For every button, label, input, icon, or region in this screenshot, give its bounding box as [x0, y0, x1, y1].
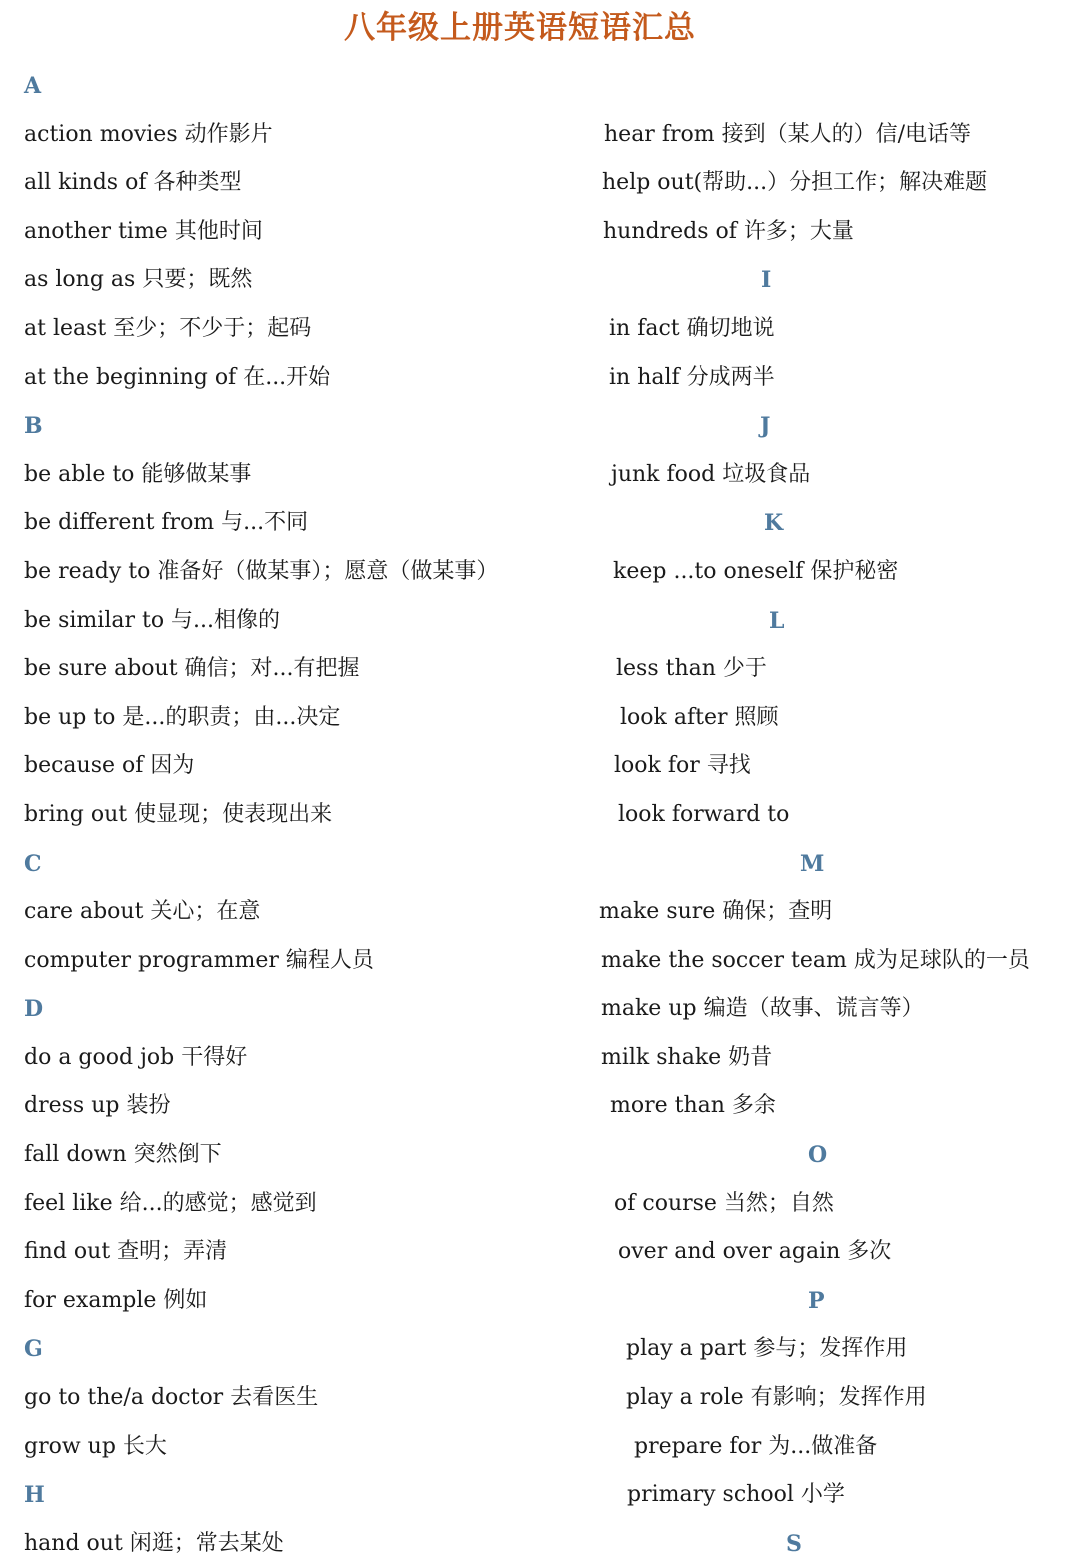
- phrase-item: be ready to 准备好（做某事）；愿意（做某事）: [24, 558, 499, 584]
- phrase-item: in half 分成两半: [609, 364, 775, 390]
- section-letter: S: [786, 1530, 802, 1557]
- phrase-item: at least 至少；不少于；起码: [24, 315, 312, 341]
- phrase-item: make the soccer team 成为足球队的一员: [601, 947, 1030, 973]
- phrase-item: computer programmer 编程人员: [24, 947, 374, 973]
- section-letter: H: [24, 1482, 45, 1509]
- phrase-item: for example 例如: [24, 1287, 208, 1313]
- phrase-item: more than 多余: [610, 1093, 776, 1119]
- phrase-item: be up to 是...的职责；由...决定: [24, 704, 341, 730]
- right-phrase-column: [598, 62, 1068, 1568]
- phrase-item: be similar to 与...相像的: [24, 607, 281, 633]
- phrase-item: do a good job 干得好: [24, 1044, 248, 1070]
- phrase-item: hundreds of 许多；大量: [603, 218, 854, 244]
- phrase-item: find out 查明；弄清: [24, 1239, 228, 1265]
- phrase-item: milk shake 奶昔: [601, 1044, 773, 1070]
- section-letter: B: [24, 413, 43, 440]
- phrase-item: make sure 确保；查明: [599, 899, 833, 925]
- phrase-item: at the beginning of 在...开始: [24, 364, 331, 390]
- phrase-item: be able to 能够做某事: [24, 461, 252, 487]
- phrase-item: less than 少于: [616, 656, 767, 682]
- phrase-item: look forward to: [618, 801, 790, 827]
- page-title: 八年级上册英语短语汇总: [344, 10, 696, 46]
- section-letter: M: [800, 850, 825, 877]
- section-letter: L: [769, 607, 785, 634]
- phrase-item: as long as 只要；既然: [24, 267, 253, 293]
- phrase-item: hand out 闲逛；常去某处: [24, 1530, 284, 1556]
- section-letter: O: [808, 1142, 828, 1169]
- section-letter: D: [24, 996, 44, 1023]
- phrase-item: because of 因为: [24, 753, 195, 779]
- phrase-item: primary school 小学: [627, 1482, 845, 1508]
- phrase-item: of course 当然；自然: [614, 1190, 834, 1216]
- phrase-item: another time 其他时间: [24, 218, 263, 244]
- section-letter: G: [24, 1336, 43, 1363]
- phrase-item: help out(帮助...）分担工作；解决难题: [602, 170, 988, 196]
- phrase-item: grow up 长大: [24, 1433, 167, 1459]
- phrase-item: play a role 有影响；发挥作用: [626, 1385, 927, 1411]
- section-letter: I: [761, 267, 772, 294]
- section-letter: K: [764, 510, 784, 537]
- phrase-item: look after 照顾: [620, 704, 779, 730]
- phrase-item: dress up 装扮: [24, 1093, 171, 1119]
- phrase-item: bring out 使显现；使表现出来: [24, 801, 333, 827]
- phrase-item: be sure about 确信；对...有把握: [24, 656, 360, 682]
- section-letter: J: [760, 413, 771, 440]
- phrase-item: make up 编造（故事、谎言等）: [601, 996, 924, 1022]
- phrase-item: feel like 给...的感觉；感觉到: [24, 1190, 317, 1216]
- phrase-item: keep ...to oneself 保护秘密: [613, 558, 899, 584]
- spacer-row: [598, 62, 1068, 111]
- phrase-item: play a part 参与；发挥作用: [626, 1336, 908, 1362]
- section-letter: C: [24, 850, 42, 877]
- phrase-item: in fact 确切地说: [609, 315, 775, 341]
- phrase-item: junk food 垃圾食品: [611, 461, 811, 487]
- phrase-item: prepare for 为...做准备: [634, 1433, 878, 1459]
- phrase-item: hear from 接到（某人的）信/电话等: [604, 121, 971, 147]
- phrase-item: all kinds of 各种类型: [24, 170, 242, 196]
- phrase-item: care about 关心；在意: [24, 899, 261, 925]
- phrase-item: action movies 动作影片: [24, 121, 273, 147]
- left-phrase-column: [24, 62, 584, 1568]
- phrase-item: go to the/a doctor 去看医生: [24, 1385, 319, 1411]
- phrase-item: over and over again 多次: [618, 1239, 892, 1265]
- section-letter: A: [24, 73, 42, 99]
- section-letter: P: [808, 1287, 825, 1314]
- phrase-item: look for 寻找: [614, 753, 751, 779]
- phrase-item: be different from 与...不同: [24, 510, 309, 536]
- phrase-item: fall down 突然倒下: [24, 1142, 222, 1168]
